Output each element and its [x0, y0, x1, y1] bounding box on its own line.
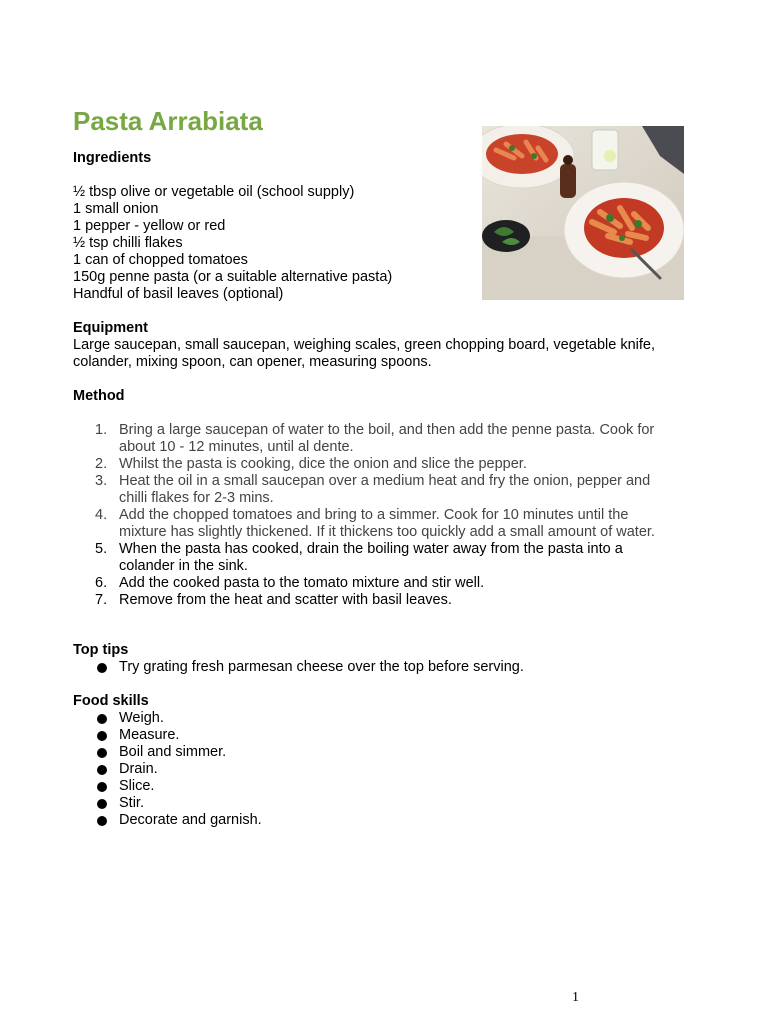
list-item: Stir.	[73, 795, 693, 812]
list-item: Measure.	[73, 727, 693, 744]
method-step: 1. Bring a large saucepan of water to the boil, and then add the penne pasta. Cook for about 10 - 12 minutes, until al dente.	[95, 422, 655, 455]
ingredient-item: 150g penne pasta (or a suitable alternative pasta)	[73, 269, 393, 285]
ingredient-item: 1 can of chopped tomatoes	[73, 252, 248, 268]
method-steps	[73, 422, 693, 609]
equipment-heading: Equipment	[73, 320, 148, 336]
bullet-icon	[97, 748, 107, 758]
page-title: Pasta Arrabiata	[73, 106, 263, 136]
list-item: Try grating fresh parmesan cheese over the top before serving.	[73, 659, 693, 676]
bullet-icon	[97, 782, 107, 792]
list-item: Decorate and garnish.	[73, 812, 693, 829]
method-step: 3. Heat the oil in a small saucepan over a medium heat and fry the onion, pepper and chilli flakes for 2-3 mins.	[95, 473, 651, 506]
top-tips-heading: Top tips	[73, 642, 129, 658]
bullet-icon	[97, 816, 107, 826]
method-step: 5. When the pasta has cooked, drain the boiling water away from the pasta into a colander in the sink.	[95, 541, 623, 574]
method-step: 6. Add the cooked pasta to the tomato mixture and stir well.	[95, 575, 485, 591]
bullet-icon	[97, 765, 107, 775]
page-number: 1	[572, 990, 579, 1005]
recipe-body	[73, 150, 693, 829]
list-item: Boil and simmer.	[73, 744, 693, 761]
list-item: Weigh.	[73, 710, 693, 727]
equipment-text: Large saucepan, small saucepan, weighing scales, green chopping board, vegetable knife, colander, mixing spoon, can opener, measuring spoons.	[73, 337, 655, 370]
method-step: 2. Whilst the pasta is cooking, dice the onion and slice the pepper.	[95, 456, 527, 472]
ingredient-item: 1 small onion	[73, 201, 159, 217]
ingredients-list	[73, 184, 693, 303]
bullet-icon	[97, 799, 107, 809]
bullet-icon	[97, 714, 107, 724]
top-tips-list	[73, 659, 693, 676]
list-item: Drain.	[73, 761, 693, 778]
ingredient-item: ½ tsp chilli flakes	[73, 235, 183, 251]
ingredient-item: ½ tbsp olive or vegetable oil (school supply)	[73, 184, 355, 200]
ingredients-heading: Ingredients	[73, 150, 152, 166]
bullet-icon	[97, 731, 107, 741]
food-skills-heading: Food skills	[73, 693, 149, 709]
method-step: 7. Remove from the heat and scatter with basil leaves.	[95, 592, 452, 608]
method-step: 4. Add the chopped tomatoes and bring to a simmer. Cook for 10 minutes until the mixture has slightly thickened. If it thickens too quickly add a small amount of water.	[95, 507, 655, 540]
food-skills-list	[73, 710, 693, 829]
list-item: Slice.	[73, 778, 693, 795]
ingredient-item: Handful of basil leaves (optional)	[73, 286, 284, 302]
bullet-icon	[97, 663, 107, 673]
method-heading: Method	[73, 388, 125, 404]
ingredient-item: 1 pepper - yellow or red	[73, 218, 226, 234]
